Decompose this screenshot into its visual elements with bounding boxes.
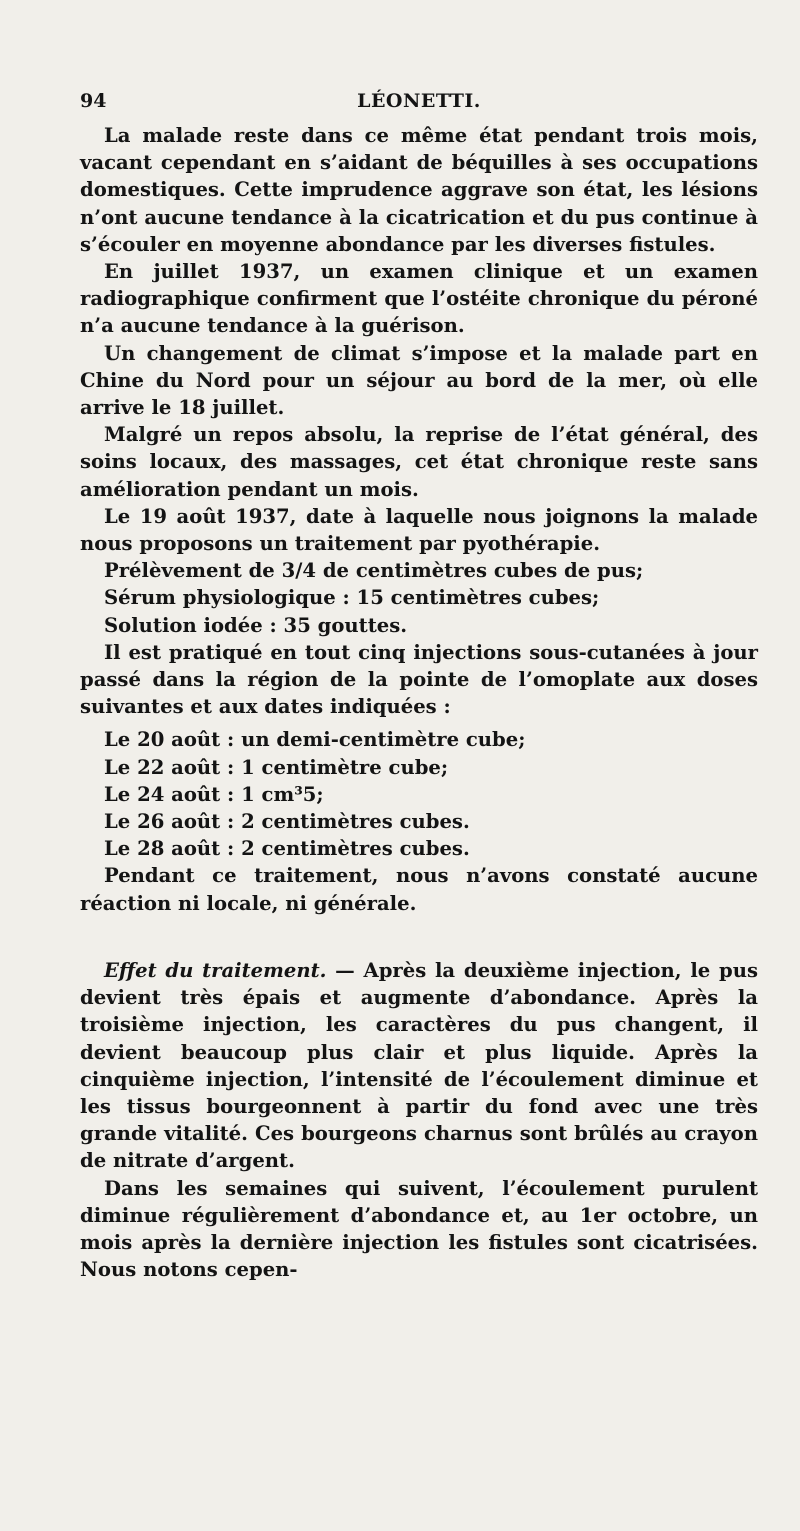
dose-line-3: Le 24 août : 1 cm³5; [104,782,324,806]
running-head: LÉONETTI. [357,90,481,112]
preparation-line-3: Solution iodée : 35 gouttes. [104,613,408,637]
book-page [0,82,800,1531]
paragraph-9: Dans les semaines qui suivent, l’écoulement purulent diminue régulièrement d’abondance et, au 1er octobre, un mois après la dernière injection les fistules sont cicatrisées. Nous notons cepen- [80,1176,758,1282]
dose-line-2: Le 22 août : 1 centimètre cube; [104,755,449,779]
page-header [80,82,758,122]
paragraph-8-text: — Après la deuxième injection, le pus devient très épais et augmente d’abondance. Après la troisième injection, les caractères du pus changent, il devient beaucoup plus clair et plus liquide. Après la cinquième injection, l’intensité de l’écoulement diminue et les tissus bourgeonnent à partir du fond avec une très grande vitalité. Ces bourgeons charnus sont brûlés au crayon de nitrate d’argent. [80,958,758,1173]
dose-line-4: Le 26 août : 2 centimètres cubes. [104,810,470,834]
paragraph-5: Le 19 août 1937, date à laquelle nous joignons la malade nous proposons un traitement par pyothérapie. [80,504,758,556]
paragraph-3: Un changement de climat s’impose et la malade part en Chine du Nord pour un séjour au bord de la mer, où elle arrive le 18 juillet. [80,341,758,420]
section-gap [80,917,758,957]
paragraph-8 [80,957,758,1175]
dose-line-1: Le 20 août : un demi-centimètre cube; [104,728,526,752]
body-text [80,122,758,1283]
preparation-line-2: Sérum physiologique : 15 centimètres cubes; [104,586,600,610]
dose-line-5: Le 28 août : 2 centimètres cubes. [104,837,470,861]
paragraph-4: Malgré un repos absolu, la reprise de l’état général, des soins locaux, des massages, cet état chronique reste sans amélioration pendant un mois. [80,423,758,501]
section-lead: Effet du traitement. [104,958,327,982]
paragraph-6: Il est pratiqué en tout cinq injections sous-cutanées à jour passé dans la région de la pointe de l’omoplate aux doses suivantes et aux dates indiquées : [80,640,758,719]
paragraph-2: En juillet 1937, un examen clinique et un examen radiographique confirment que l’ostéite chronique du péroné n’a aucune tendance à la guérison. [80,260,758,338]
preparation-line-1: Prélèvement de 3/4 de centimètres cubes de pus; [104,559,644,583]
paragraph-7: Pendant ce traitement, nous n’avons constaté aucune réaction ni locale, ni générale. [80,864,758,915]
paragraph-1: La malade reste dans ce même état pendant trois mois, vacant cependant en s’aidant de béquilles à ses occupations domestiques. Cette imprudence aggrave son état, les lésions n’ont aucune tendance à la cicatrication et du pus continue à s’écouler en moyenne abondance par les diverses fistules. [80,124,758,256]
page-number: 94 [80,90,107,112]
